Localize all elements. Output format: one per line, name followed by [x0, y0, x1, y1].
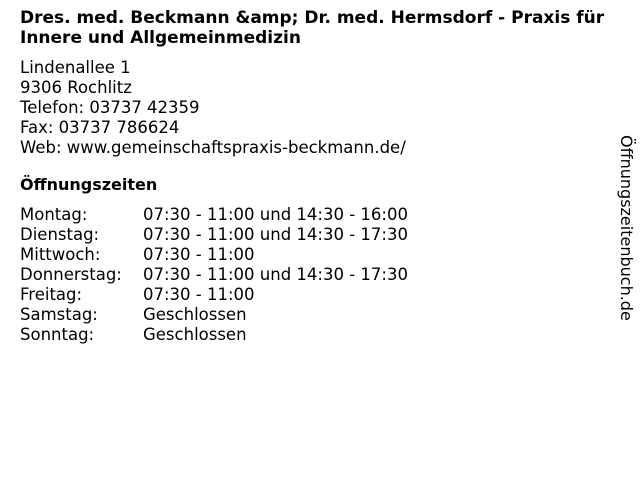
day-label: Dienstag:	[20, 225, 100, 244]
site-brand-vertical: Öffnungszeitenbuch.de	[617, 135, 636, 321]
day-label: Freitag:	[20, 285, 83, 304]
hours-row-monday	[20, 205, 610, 225]
day-hours: 07:30 - 11:00	[143, 285, 255, 304]
practice-card	[20, 8, 610, 345]
phone-number: Telefon: 03737 42359	[20, 98, 200, 117]
hours-row-thursday	[20, 265, 610, 285]
address-street: Lindenallee 1	[20, 58, 131, 77]
day-label: Mittwoch:	[20, 245, 101, 264]
opening-hours-list	[20, 205, 610, 345]
opening-hours-heading: Öffnungszeiten	[20, 175, 158, 194]
website-link[interactable]: Web: www.gemeinschaftspraxis-beckmann.de/	[20, 138, 406, 157]
day-label: Donnerstag:	[20, 265, 122, 284]
hours-row-wednesday	[20, 245, 610, 265]
day-label: Sonntag:	[20, 325, 95, 344]
address-city: 9306 Rochlitz	[20, 78, 132, 97]
day-hours: 07:30 - 11:00 und 14:30 - 16:00	[143, 205, 408, 224]
address-block	[20, 58, 610, 158]
hours-row-saturday	[20, 305, 610, 325]
day-label: Montag:	[20, 205, 88, 224]
fax-number: Fax: 03737 786624	[20, 118, 180, 137]
day-hours: Geschlossen	[143, 325, 247, 344]
day-hours: 07:30 - 11:00 und 14:30 - 17:30	[143, 265, 408, 284]
hours-row-sunday	[20, 325, 610, 345]
hours-row-friday	[20, 285, 610, 305]
hours-row-tuesday	[20, 225, 610, 245]
day-hours: Geschlossen	[143, 305, 247, 324]
day-hours: 07:30 - 11:00	[143, 245, 255, 264]
practice-title: Dres. med. Beckmann &amp; Dr. med. Hermsdorf - Praxis für Innere und Allgemeinmedizin	[20, 8, 605, 48]
day-hours: 07:30 - 11:00 und 14:30 - 17:30	[143, 225, 408, 244]
day-label: Samstag:	[20, 305, 98, 324]
